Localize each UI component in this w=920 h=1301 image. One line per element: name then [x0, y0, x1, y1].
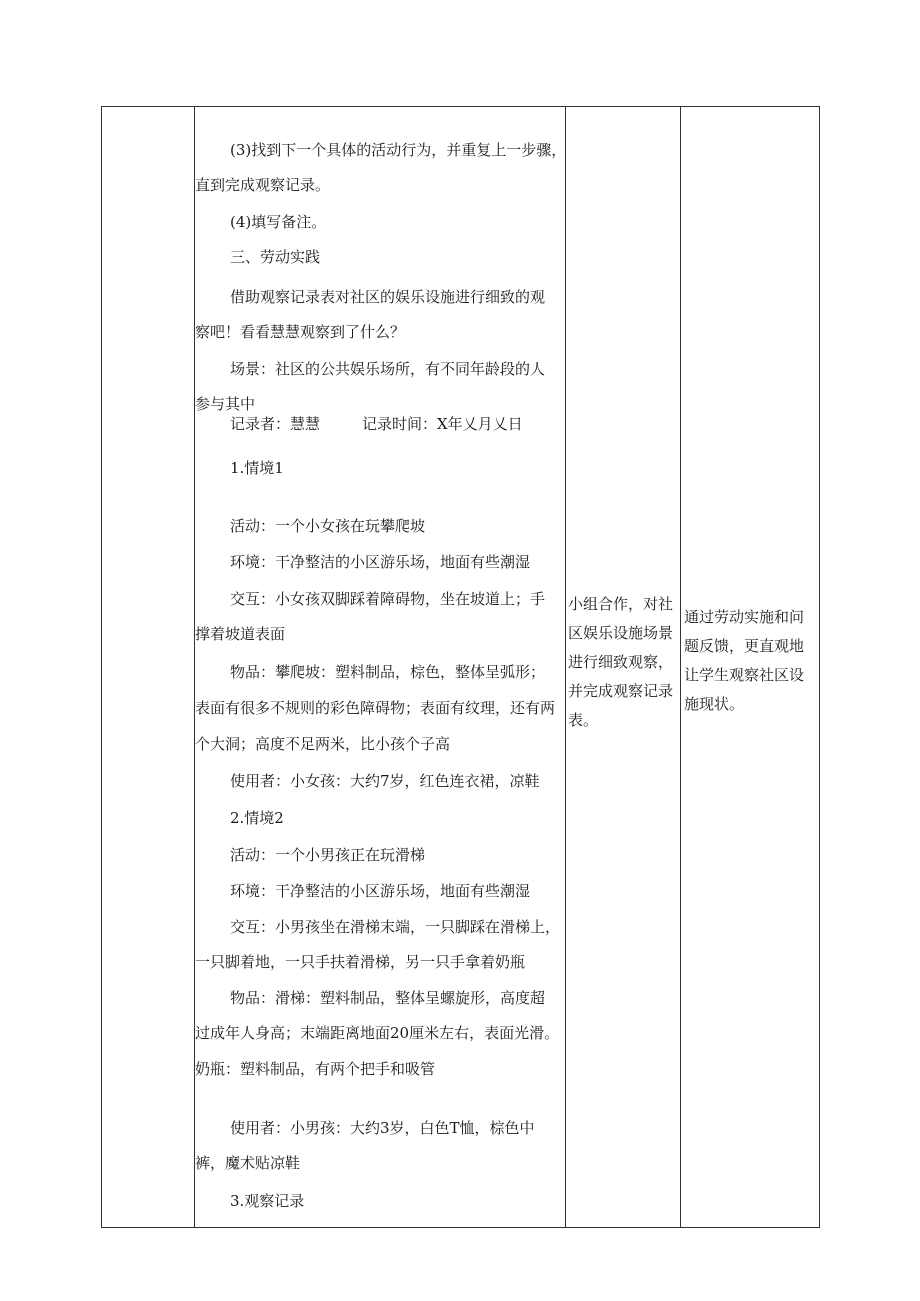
record-heading: 3.观察记录 [230, 1192, 305, 1210]
scene-line2: 参与其中 [195, 395, 256, 413]
case2-items-line1: 物品：滑梯：塑料制品，整体呈螺旋形，高度超 [230, 989, 546, 1007]
record-time-label: 记录时间：X年乂月乂日 [362, 415, 523, 433]
case1-user: 使用者：小女孩：大约7岁，红色连衣裙，凉鞋 [230, 772, 540, 790]
intro-line2: 察吧！看看慧慧观察到了什么？ [195, 323, 406, 341]
activity-line4: 并完成观察记录 [568, 682, 674, 700]
design-intent-cell [681, 107, 821, 1227]
case2-items-line2: 过成年人身高；末端距离地面20厘米左右，表面光滑。 [195, 1024, 560, 1042]
case2-environment: 环境：干净整洁的小区游乐场，地面有些潮湿 [230, 882, 531, 900]
case2-interaction-line2: 一只脚着地，一只手扶着滑梯，另一只手拿着奶瓶 [195, 953, 526, 971]
step3-line2: 直到完成观察记录。 [195, 176, 331, 194]
intent-line1: 通过劳动实施和问 [684, 608, 805, 626]
scene-line1: 场景：社区的公共娱乐场所，有不同年龄段的人 [230, 360, 546, 378]
case1-heading: 1.情境1 [230, 459, 284, 477]
case2-interaction-line1: 交互：小男孩坐在滑梯末端，一只脚踩在滑梯上， [230, 918, 561, 936]
teaching-process-cell [195, 107, 566, 1227]
activity-line2: 区娱乐设施场景 [568, 624, 674, 642]
intro-line1: 借助观察记录表对社区的娱乐设施进行细致的观 [230, 288, 546, 306]
case1-items-line2: 表面有很多不规则的彩色障碍物；表面有纹理，还有两 [195, 699, 556, 717]
case1-items-line1: 物品：攀爬坡：塑料制品，棕色，整体呈弧形； [230, 663, 546, 681]
step4-text: (4)填写备注。 [230, 213, 327, 231]
activity-line3: 进行细致观察， [568, 653, 674, 671]
intent-line2: 题反馈，更直观地 [684, 637, 805, 655]
case2-user-line1: 使用者：小男孩：大约3岁，白色T恤，棕色中 [230, 1119, 535, 1137]
case2-heading: 2.情境2 [230, 809, 284, 827]
case1-interaction-line2: 撑着坡道表面 [195, 625, 286, 643]
case2-activity: 活动：一个小男孩正在玩滑梯 [230, 846, 426, 864]
intent-line3: 让学生观察社区设 [684, 666, 805, 684]
intent-line4: 施现状。 [684, 695, 745, 713]
activity-line1: 小组合作，对社 [568, 595, 674, 613]
recorder-label: 记录者：慧慧 [230, 415, 321, 433]
section3-heading: 三、劳动实践 [230, 248, 321, 266]
case1-interaction-line1: 交互：小女孩双脚踩着障碍物，坐在坡道上；手 [230, 590, 546, 608]
activity-line5: 表。 [568, 711, 599, 729]
case1-activity: 活动：一个小女孩在玩攀爬坡 [230, 517, 426, 535]
case1-items-line3: 个大洞；高度不足两米，比小孩个子高 [195, 735, 451, 753]
student-activity-cell [566, 107, 681, 1227]
step3-line1: (3)找到下一个具体的活动行为，并重复上一步骤， [230, 141, 567, 159]
case2-items-line3: 奶瓶：塑料制品，有两个把手和吸管 [195, 1060, 436, 1078]
case2-user-line2: 裤，魔术贴凉鞋 [195, 1154, 301, 1172]
case1-environment: 环境：干净整洁的小区游乐场，地面有些潮湿 [230, 553, 531, 571]
lesson-plan-table [101, 106, 820, 1228]
